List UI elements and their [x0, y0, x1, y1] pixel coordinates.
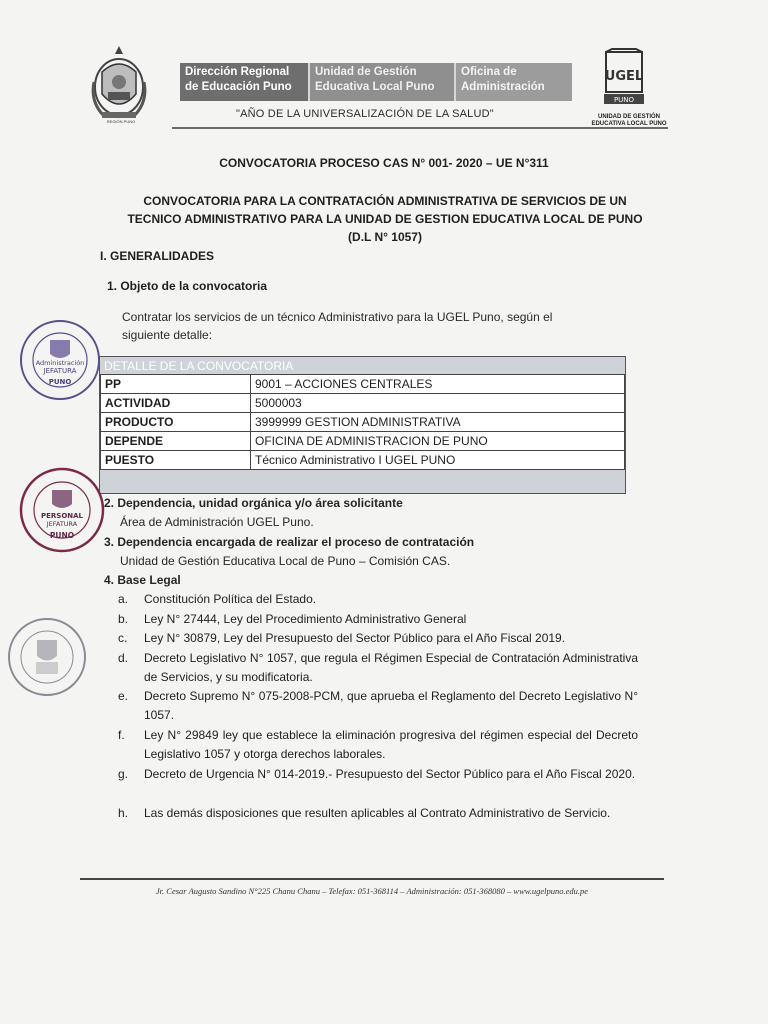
item-text: Unidad de Gestión Educativa Local de Puno – Comisión CAS. [120, 554, 451, 568]
banner-text: de Educación Puno [185, 81, 292, 93]
detail-table [100, 374, 625, 470]
seal-text: PERSONAL [40, 512, 84, 520]
item-heading: 4. Base Legal [104, 573, 181, 587]
detail-table-box [99, 356, 626, 494]
banner-text: Oficina de [461, 66, 517, 78]
seal-text: PUNO [49, 531, 75, 540]
banner-text: Unidad de Gestión [315, 66, 417, 78]
stamp-seal-administracion [18, 318, 102, 402]
table-value: 3999999 GESTION ADMINISTRATIVA [251, 413, 625, 432]
legal-text: Ley N° 29849 ley que establece la eliminación progresiva del régimen especial del Decreto Legislativo 1057 y otorga derechos laborales. [144, 728, 638, 761]
legal-text: Ley N° 27444, Ley del Procedimiento Administrativo General [144, 612, 467, 626]
stamp-seal-faded [6, 616, 88, 698]
table-row [101, 451, 625, 470]
ugel-caption [584, 114, 674, 128]
seal-text: Administración [35, 359, 85, 367]
legal-letter: e. [118, 689, 129, 703]
section-heading: I. GENERALIDADES [100, 249, 215, 263]
legal-text: Las demás disposiciones que resulten aplicables al Contrato Administrativo de Servicio. [144, 806, 611, 820]
table-row [101, 432, 625, 451]
banner-cell-oficina [456, 63, 572, 101]
banner-text: Administración [461, 81, 545, 93]
legal-text: Decreto de Urgencia N° 014-2019.- Presupuesto del Sector Público para el Año Fiscal 2020. [144, 767, 636, 781]
table-value: 5000003 [251, 394, 625, 413]
table-value: OFICINA DE ADMINISTRACION DE PUNO [251, 432, 625, 451]
legal-letter: f. [118, 728, 125, 742]
legal-letter: g. [118, 767, 129, 781]
legal-letter: b. [118, 612, 129, 626]
ugel-logo-text: UGEL [604, 69, 644, 84]
document-subtitle [110, 192, 660, 246]
ugel-caption-line: UNIDAD DE GESTIÓN [597, 114, 660, 120]
subtitle-line: TECNICO ADMINISTRATIVO PARA LA UNIDAD DE GESTION EDUCATIVA LOCAL DE PUNO [127, 212, 643, 226]
seal-text: JEFATURA [43, 367, 77, 375]
legal-letter: h. [118, 806, 129, 820]
legal-letter: d. [118, 651, 129, 665]
stamp-seal-personal [18, 466, 106, 554]
legal-letter: c. [118, 631, 128, 645]
legal-text: Constitución Política del Estado. [144, 592, 317, 606]
item-heading: 2. Dependencia, unidad orgánica y/o área solicitante [104, 496, 403, 510]
table-key: DEPENDE [101, 432, 251, 451]
year-motto: "AÑO DE LA UNIVERSALIZACIÓN DE LA SALUD" [236, 108, 494, 120]
ugel-logo-sub: PUNO [613, 96, 635, 104]
legal-text: Decreto Legislativo N° 1057, que regula el Régimen Especial de Contratación Administrativa de Servicios, y su modificatoria. [144, 651, 638, 684]
banner-text: Educativa Local Puno [315, 81, 435, 93]
document-title: CONVOCATORIA PROCESO CAS N° 001- 2020 – UE N°311 [219, 156, 549, 170]
item-heading: 3. Dependencia encargada de realizar el proceso de contratación [104, 535, 475, 549]
subtitle-line: CONVOCATORIA PARA LA CONTRATACIÓN ADMINISTRATIVA DE SERVICIOS DE UN [143, 194, 627, 208]
seal-text: JEFATURA [46, 520, 78, 528]
item-heading: 1. Objeto de la convocatoria [107, 279, 268, 293]
table-value: 9001 – ACCIONES CENTRALES [251, 375, 625, 394]
banner-cell-regional [180, 63, 310, 101]
legal-text: Ley N° 30879, Ley del Presupuesto del Sector Público para el Año Fiscal 2019. [144, 631, 566, 645]
footer-contact: Jr. Cesar Augusto Sandino N°225 Chanu Chanu – Telefax: 051-368114 – Administración: 051-368080 – www.ugelpuno.edu.pe [155, 886, 589, 896]
table-key: PUESTO [101, 451, 251, 470]
detail-table-title: DETALLE DE LA CONVOCATORIA [104, 359, 294, 373]
footer-rule [80, 878, 664, 880]
banner-cell-ugel [310, 63, 456, 101]
banner-text: Dirección Regional [185, 66, 290, 78]
table-row [101, 413, 625, 432]
table-key: ACTIVIDAD [101, 394, 251, 413]
ugel-caption-line: EDUCATIVA LOCAL PUNO [591, 121, 667, 127]
item-text: Área de Administración UGEL Puno. [120, 515, 314, 529]
header-banner [180, 63, 572, 101]
table-row [101, 394, 625, 413]
item-paragraph: Contratar los servicios de un técnico Administrativo para la UGEL Puno, según el siguiente detalle: [122, 310, 553, 342]
table-row [101, 375, 625, 394]
legal-text: Decreto Supremo N° 075-2008-PCM, que aprueba el Reglamento del Decreto Legislativo N° 1057. [144, 689, 638, 722]
seal-text: PUNO [48, 378, 72, 386]
ugel-logo [600, 48, 648, 106]
subtitle-line: (D.L N° 1057) [348, 230, 422, 244]
table-key: PP [101, 375, 251, 394]
legal-letter: a. [118, 592, 129, 606]
region-caption: REGIÓN PUNO [106, 119, 136, 124]
table-value: Técnico Administrativo I UGEL PUNO [251, 451, 625, 470]
table-key: PRODUCTO [101, 413, 251, 432]
